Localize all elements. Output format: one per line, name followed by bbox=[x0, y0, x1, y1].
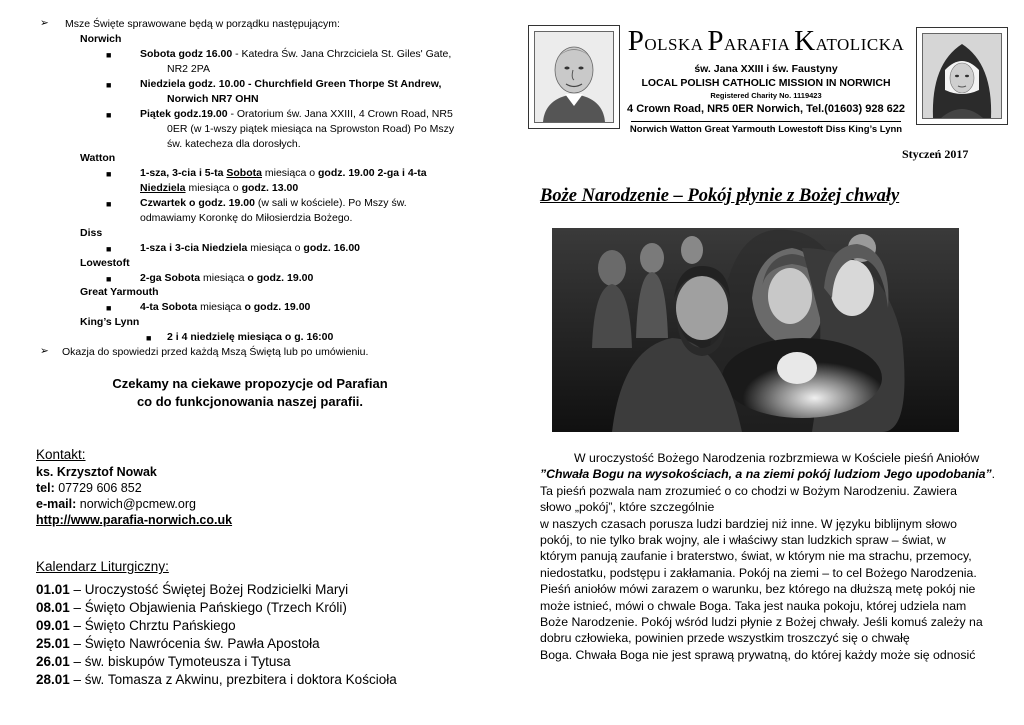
watton-line4: odmawiamy Koronkę do Miłosierdzia Bożego. bbox=[140, 212, 353, 224]
tel-value: 07729 606 852 bbox=[54, 481, 142, 495]
calendar-date: 26.01 bbox=[36, 654, 70, 669]
square-bullet-icon: ■ bbox=[106, 50, 112, 60]
contact-url[interactable]: http://www.parafia-norwich.co.uk bbox=[36, 513, 233, 527]
arrow-bullet-icon: ➢ bbox=[40, 17, 49, 29]
watton-time2: godz. 13.00 bbox=[241, 182, 299, 194]
title-word: OLSKA bbox=[644, 35, 708, 54]
calendar-text: – Uroczystość Świętej Bożej Rodzicielki Maryi bbox=[69, 582, 349, 597]
email-label: e-mail: bbox=[36, 497, 77, 511]
watton-sobota: Sobota bbox=[226, 167, 262, 179]
st-faustina-image bbox=[922, 33, 1002, 119]
article-body bbox=[540, 450, 1010, 663]
email-value[interactable]: norwich@pcmew.org bbox=[76, 497, 196, 511]
diss-line bbox=[140, 241, 360, 256]
article-line: którym panują zaufanie i braterstwo, świat, w którym nie ma strachu, przemocy, bbox=[540, 549, 972, 564]
schedule-intro: Msze Święte sprawowane będą w porządku następującym: bbox=[65, 18, 340, 30]
title-initial: P bbox=[627, 25, 645, 57]
nativity-image bbox=[552, 228, 959, 432]
arrow-bullet-icon: ➢ bbox=[40, 345, 49, 357]
lowestoft-text: miesiąca bbox=[200, 272, 248, 284]
calendar-item bbox=[36, 617, 397, 635]
calendar-text: – Święto Nawrócenia św. Pawła Apostoła bbox=[69, 636, 320, 651]
contact-priest: ks. Krzysztof Nowak bbox=[36, 465, 157, 479]
watton-label: Watton bbox=[80, 152, 116, 164]
contact-block bbox=[36, 446, 232, 528]
calendar-text: – Święto Objawienia Pańskiego (Trzech Króli) bbox=[69, 600, 347, 615]
title-initial: P bbox=[707, 25, 724, 57]
appeal bbox=[0, 375, 500, 411]
right-page bbox=[512, 0, 1024, 725]
lowestoft-label: Lowestoft bbox=[80, 257, 130, 269]
article-line: W uroczystość Bożego Narodzenia rozbrzmiewa w Kościele pieśń Aniołów bbox=[574, 451, 980, 465]
watton-time: godz. 19.00 2-ga i 4-ta bbox=[318, 167, 427, 179]
confession-text: Okazja do spowiedzi przed każdą Mszą Świętą lub po umówieniu. bbox=[62, 346, 369, 358]
norwich-sobota-postcode: NR2 2PA bbox=[167, 63, 210, 75]
kingslynn-line: 2 i 4 niedzielę miesiąca o g. 16:00 bbox=[167, 331, 334, 343]
square-bullet-icon: ■ bbox=[106, 169, 112, 179]
diss-text: miesiąca o bbox=[247, 242, 304, 254]
article-line: Boga. Chwała Boga nie jest sprawą prywatną, do której każdy może się odnosić bbox=[540, 647, 976, 662]
lowestoft-day: 2-ga Sobota bbox=[140, 272, 201, 284]
calendar-text: – św. biskupów Tymoteusza i Tytusa bbox=[69, 654, 291, 669]
faustina-portrait-icon bbox=[923, 34, 1001, 118]
parish-towns: Norwich Watton Great Yarmouth Lowestoft Diss King’s Lynn bbox=[629, 124, 903, 135]
norwich-niedziela: Niedziela godz. 10.00 - Churchfield Green Thorpe St Andrew, bbox=[140, 78, 442, 90]
pope-john-xxiii-image bbox=[534, 31, 614, 123]
calendar-date: 01.01 bbox=[36, 582, 70, 597]
calendar-item bbox=[36, 599, 397, 617]
calendar-item bbox=[36, 653, 397, 671]
norwich-piatek-time: Piątek godz.19.00 bbox=[140, 108, 228, 120]
norwich-sobota-time: Sobota godz 16.00 bbox=[140, 48, 233, 60]
norwich-piatek-line3: św. katecheza dla dorosłych. bbox=[167, 138, 301, 150]
calendar-block bbox=[36, 558, 397, 689]
calendar-item bbox=[36, 581, 397, 599]
watton-line1 bbox=[140, 166, 427, 181]
tel-label: tel: bbox=[36, 481, 55, 495]
square-bullet-icon: ■ bbox=[146, 333, 152, 343]
pope-portrait-icon bbox=[535, 32, 613, 122]
square-bullet-icon: ■ bbox=[106, 303, 112, 313]
calendar-date: 25.01 bbox=[36, 636, 70, 651]
watton-days: 1-sza, 3-cia i 5-ta bbox=[140, 167, 227, 179]
parish-mission: LOCAL POLISH CATHOLIC MISSION IN NORWICH bbox=[641, 77, 891, 89]
portrait-pope-john-xxiii bbox=[528, 25, 620, 129]
issue-date bbox=[902, 147, 968, 162]
quote-end: . bbox=[991, 467, 996, 482]
title-word: ATOLICKA bbox=[815, 35, 905, 54]
square-bullet-icon: ■ bbox=[106, 80, 112, 90]
yarmouth-day: 4-ta Sobota bbox=[140, 301, 198, 313]
parish-address: 4 Crown Road, NR5 0ER Norwich, Tel.(01603) 928 622 bbox=[627, 103, 905, 115]
angels-song-quote: ”Chwała Bogu na wysokościach, a na ziemi pokój ludziom Jego upodobania” bbox=[540, 467, 992, 482]
diss-label: Diss bbox=[80, 227, 103, 239]
contact-heading: Kontakt: bbox=[36, 447, 86, 462]
calendar-text: – Święto Chrztu Pańskiego bbox=[69, 618, 236, 633]
article-line: słowo „pokój”, które szczególnie bbox=[540, 500, 715, 515]
watton-czwartek: Czwartek o godz. 19.00 bbox=[140, 197, 255, 209]
norwich-sobota-place: - Katedra Św. Jana Chrzciciela St. Giles' Gate, bbox=[232, 48, 452, 60]
norwich-niedziela-postcode: Norwich NR7 OHN bbox=[167, 93, 259, 105]
issue-year: 2017 bbox=[941, 147, 969, 161]
calendar-item bbox=[36, 635, 397, 653]
diss-days: 1-sza i 3-cia Niedziela bbox=[140, 242, 248, 254]
kingslynn-label: King’s Lynn bbox=[80, 316, 140, 328]
parish-saints: św. Jana XXIII i św. Faustyny bbox=[694, 63, 838, 75]
article-line: może istnieć, mówi o chwale Boga. Taka jest nauka pokoju, której udziela nam bbox=[540, 598, 967, 613]
appeal-line1: Czekamy na ciekawe propozycje od Parafian bbox=[112, 376, 388, 391]
calendar-text: – św. Tomasza z Akwinu, prezbitera i doktora Kościoła bbox=[69, 672, 397, 687]
parish-header bbox=[620, 24, 912, 138]
article-line: pokój, to nie tylko brak wojny, ale i właściwy stan ludzkich spraw – świat, w bbox=[540, 533, 946, 548]
issue-month: Styczeń bbox=[902, 147, 942, 161]
norwich-sobota bbox=[140, 47, 451, 62]
calendar-item bbox=[36, 671, 397, 689]
portrait-st-faustina bbox=[916, 27, 1008, 125]
article-title: Boże Narodzenie – Pokój płynie z Bożej chwały bbox=[540, 186, 900, 206]
calendar-date: 08.01 bbox=[36, 600, 70, 615]
norwich-label: Norwich bbox=[80, 33, 122, 45]
yarmouth-time: o godz. 19.00 bbox=[244, 301, 311, 313]
article-line: w naszych czasach porusza ludzi bardziej niż inne. W języku biblijnym słowo bbox=[540, 516, 957, 531]
watton-text2: miesiąca o bbox=[185, 182, 242, 194]
norwich-piatek-place: - Oratorium św. Jana XXIII, 4 Crown Road, NR5 bbox=[227, 108, 453, 120]
title-word: ARAFIA bbox=[724, 35, 795, 54]
lowestoft-line bbox=[140, 271, 313, 286]
calendar-date: 28.01 bbox=[36, 672, 70, 687]
yarmouth-label: Great Yarmouth bbox=[80, 286, 159, 298]
yarmouth-text: miesiąca bbox=[197, 301, 245, 313]
parish-title bbox=[620, 24, 912, 62]
article-line: Boże Narodzenie. Pokój wśród ludzi płynie z Bożej chwały. Jeśli komuś zależy na bbox=[540, 615, 983, 630]
watton-niedziela: Niedziela bbox=[140, 182, 186, 194]
article-line: Pieśń aniołów mówi zarazem o warunku, bez którego na dłuższą metę pokój nie bbox=[540, 582, 976, 597]
contact-tel bbox=[36, 480, 232, 496]
article-line: dobru człowieka, powinien przede wszystkim troszczyć się o chwałę bbox=[540, 631, 910, 646]
yarmouth-line bbox=[140, 300, 310, 315]
title-initial: K bbox=[794, 25, 816, 57]
nativity-scene-icon bbox=[552, 228, 959, 432]
watton-czwartek-text: (w sali w kościele). Po Mszy św. bbox=[254, 197, 407, 209]
contact-email bbox=[36, 496, 232, 512]
calendar-date: 09.01 bbox=[36, 618, 70, 633]
watton-line3 bbox=[140, 196, 407, 211]
square-bullet-icon: ■ bbox=[106, 274, 112, 284]
article-line bbox=[540, 466, 1010, 482]
norwich-piatek bbox=[140, 107, 453, 122]
calendar-heading: Kalendarz Liturgiczny: bbox=[36, 559, 169, 574]
watton-text: miesiąca o bbox=[261, 167, 318, 179]
square-bullet-icon: ■ bbox=[106, 110, 112, 120]
square-bullet-icon: ■ bbox=[106, 244, 112, 254]
diss-time: godz. 16.00 bbox=[303, 242, 361, 254]
lowestoft-time: o godz. 19.00 bbox=[247, 272, 314, 284]
square-bullet-icon: ■ bbox=[106, 199, 112, 209]
appeal-line2: co do funkcjonowania naszej parafii. bbox=[136, 394, 364, 409]
watton-line2 bbox=[140, 181, 298, 196]
norwich-piatek-line2: 0ER (w 1-wszy piątek miesiąca na Sprowston Road) Po Mszy bbox=[167, 123, 455, 135]
article-line: niedostatku, podstępu i zakłamania. Pokój na ziemi – to cel Bożego Narodzenia. bbox=[540, 565, 977, 580]
parish-charity: Registered Charity No. 1119423 bbox=[710, 91, 822, 100]
article-line: Ta pieśń pozwala nam zrozumieć o co chodzi w Bożym Narodzeniu. Zawiera bbox=[540, 483, 957, 498]
